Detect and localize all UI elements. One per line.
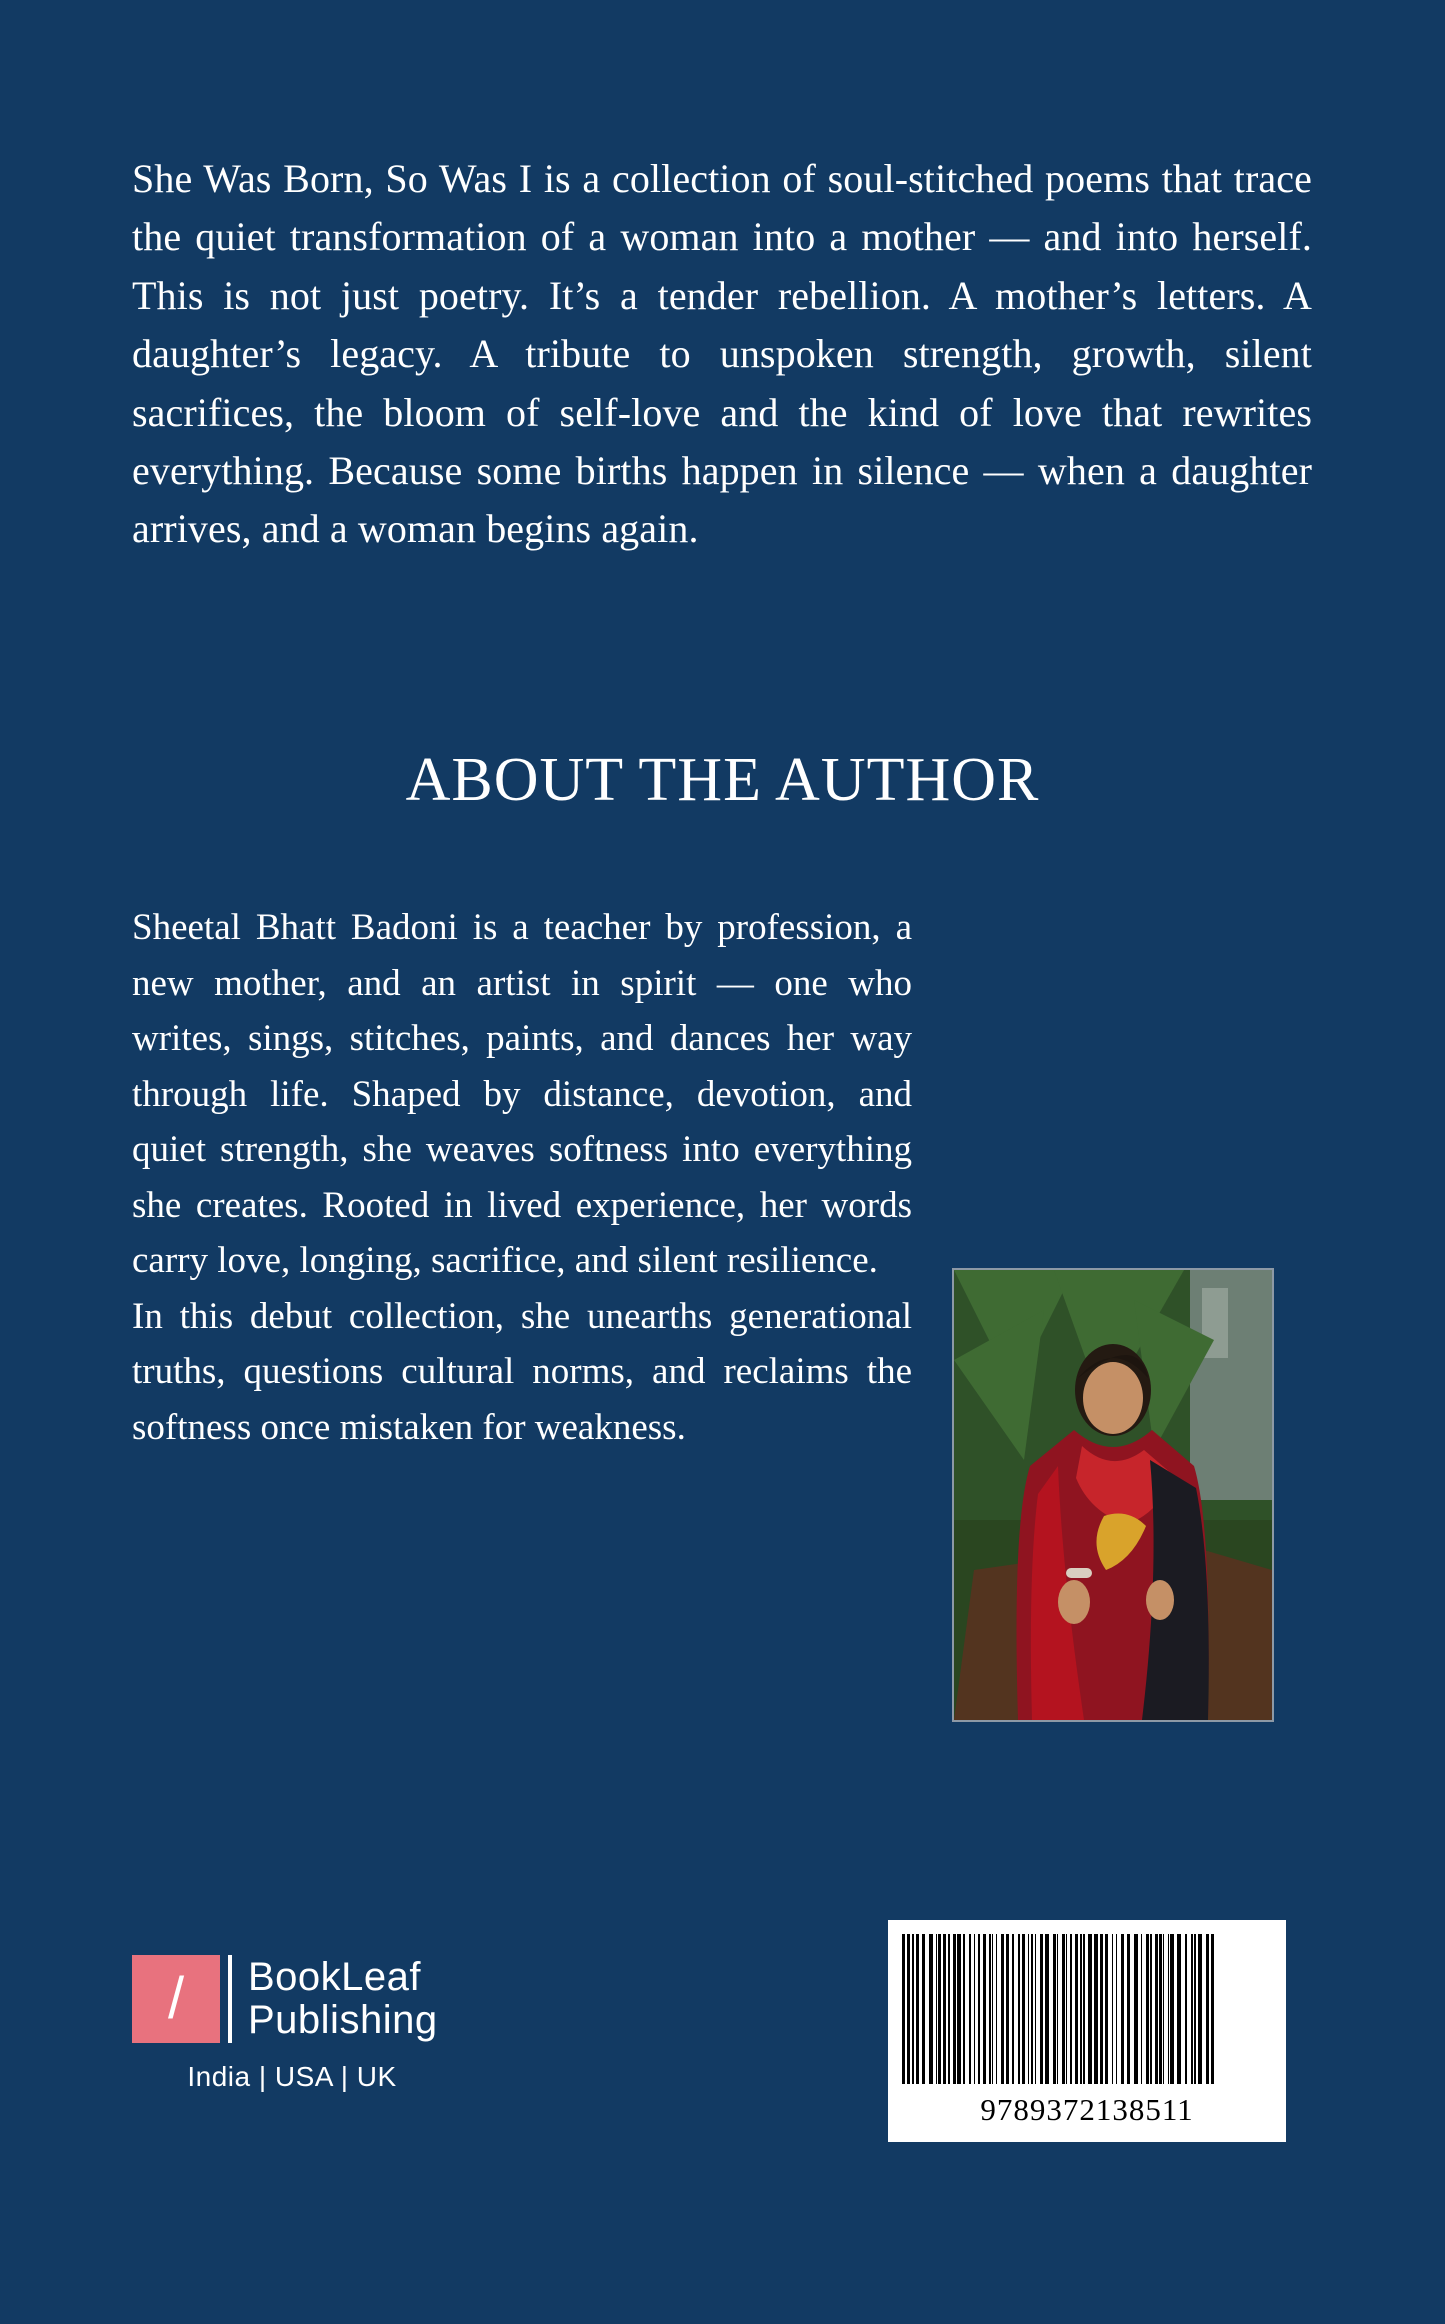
isbn-barcode [888, 1920, 1286, 2142]
bookleaf-slash-icon [132, 1955, 220, 2043]
logo-divider [228, 1955, 232, 2043]
book-blurb: She Was Born, So Was I is a collection of soul-stitched poems that trace the quiet transformation of a woman into a mother — and into herself. This is not just poetry. It’s a tender rebellion. A mother’s letters. A daughter’s legacy. A tribute to unspoken strength, growth, silent sacrifices, the bloom of self-love and the kind of love that rewrites everything. Because some births happen in silence — when a daughter arrives, and a woman begins again. [132, 156, 1312, 552]
author-bio [132, 900, 912, 1455]
publisher-name-line2: Publishing [248, 1998, 438, 2042]
isbn-number: 9789372138511 [980, 2092, 1194, 2127]
author-bio-paragraph: In this debut collection, she unearths generational truths, questions cultural norms, and reclaims the softness once mistaken for weakness. [132, 1295, 912, 1448]
author-photo [952, 1268, 1274, 1722]
author-bio-paragraph: Sheetal Bhatt Badoni is a teacher by profession, a new mother, and an artist in spirit — one who writes, sings, stitches, paints, and dances her way through life. Shaped by distance, devotion, and quiet strength, she weaves softness into everything she creates. Rooted in lived experience, her words carry love, longing, sacrifice, and silent resilience. [132, 907, 912, 1281]
publisher-logo-row [132, 1955, 552, 2043]
publisher-countries: India | USA | UK [187, 2061, 397, 2092]
barcode-bars [902, 1934, 1272, 2084]
publisher-name [248, 1956, 438, 2042]
slash-glyph: / [167, 1966, 185, 2031]
publisher-name-line1: BookLeaf [248, 1955, 422, 2000]
publisher-logo [132, 1955, 552, 2093]
author-portrait-image [954, 1270, 1272, 1720]
about-the-author-heading: ABOUT THE AUTHOR [405, 746, 1040, 814]
